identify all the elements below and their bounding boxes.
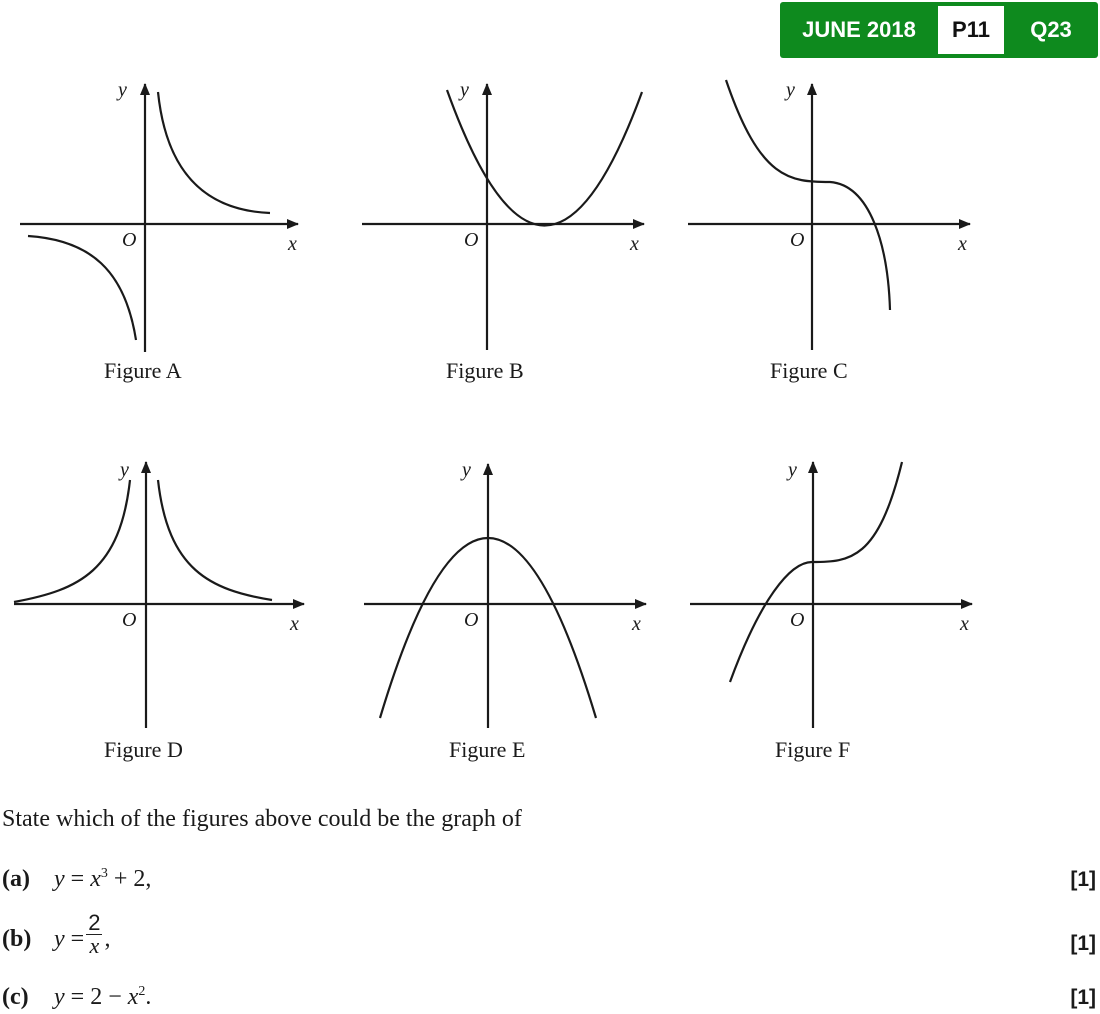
- figure-e-caption: Figure E: [449, 737, 526, 762]
- question-number-label: Q23: [1030, 17, 1072, 42]
- fraction: $\frac{2}{x}$: [88, 910, 101, 958]
- figure-f-origin-label: O: [790, 609, 805, 631]
- question-stem: State which of the figures above could be the graph of: [2, 806, 522, 832]
- figure-e-origin-label: O: [464, 609, 479, 631]
- figure-c-y-label: y: [786, 79, 795, 101]
- figure-b-origin-label: O: [464, 229, 479, 251]
- exam-session-label: JUNE 2018: [802, 17, 916, 42]
- figure-a-caption: Figure A: [104, 358, 182, 383]
- figure-c: [688, 79, 970, 350]
- figure-b: [362, 79, 644, 350]
- figure-d-y-label: y: [120, 459, 129, 481]
- figure-c-origin-label: O: [790, 229, 805, 251]
- figure-f: [690, 459, 972, 728]
- part-b: [2, 910, 111, 963]
- part-a-equation: $y = x^3 + 2$,: [54, 866, 152, 892]
- part-b-equation: y = $\frac{2}{x}$ ,: [54, 910, 111, 958]
- figure-d-curve-left: [14, 480, 130, 602]
- part-a-label: (a): [2, 866, 30, 892]
- part-b-label: (b): [2, 926, 32, 953]
- figure-b-curve: [447, 90, 642, 226]
- part-c-marks: [1]: [1070, 986, 1096, 1009]
- figure-b-caption: Figure B: [446, 358, 524, 383]
- figure-c-curve: [726, 80, 890, 310]
- figure-d-x-label: x: [290, 613, 299, 635]
- part-c: [2, 984, 151, 1011]
- figure-d-caption: Figure D: [104, 737, 183, 762]
- figure-a-y-label: y: [118, 79, 127, 101]
- figure-f-caption: Figure F: [775, 737, 851, 762]
- figure-a-curve-lower: [28, 236, 136, 340]
- figure-b-y-label: y: [460, 79, 469, 101]
- figure-c-x-label: x: [958, 233, 967, 255]
- figure-f-y-label: y: [788, 459, 797, 481]
- figure-d-origin-label: O: [122, 609, 137, 631]
- paper-number-label: P11: [938, 6, 1004, 54]
- figure-a-x-label: x: [288, 233, 297, 255]
- part-b-marks: [1]: [1070, 932, 1096, 955]
- figure-f-x-label: x: [960, 613, 969, 635]
- figure-e-x-label: x: [632, 613, 641, 635]
- part-c-equation: $y = 2 - x^2$.: [54, 984, 152, 1010]
- part-a: [2, 866, 151, 893]
- figure-d: [14, 459, 304, 728]
- figure-e: [364, 459, 646, 728]
- figure-a: [20, 79, 298, 352]
- figure-d-curve-right: [158, 480, 272, 600]
- figure-b-x-label: x: [630, 233, 639, 255]
- figure-e-y-label: y: [462, 459, 471, 481]
- part-a-marks: [1]: [1070, 868, 1096, 891]
- figure-a-origin-label: O: [122, 229, 137, 251]
- figure-a-curve-upper: [158, 92, 270, 213]
- figure-c-caption: Figure C: [770, 358, 848, 383]
- part-c-label: (c): [2, 984, 29, 1010]
- figure-f-curve: [730, 462, 902, 682]
